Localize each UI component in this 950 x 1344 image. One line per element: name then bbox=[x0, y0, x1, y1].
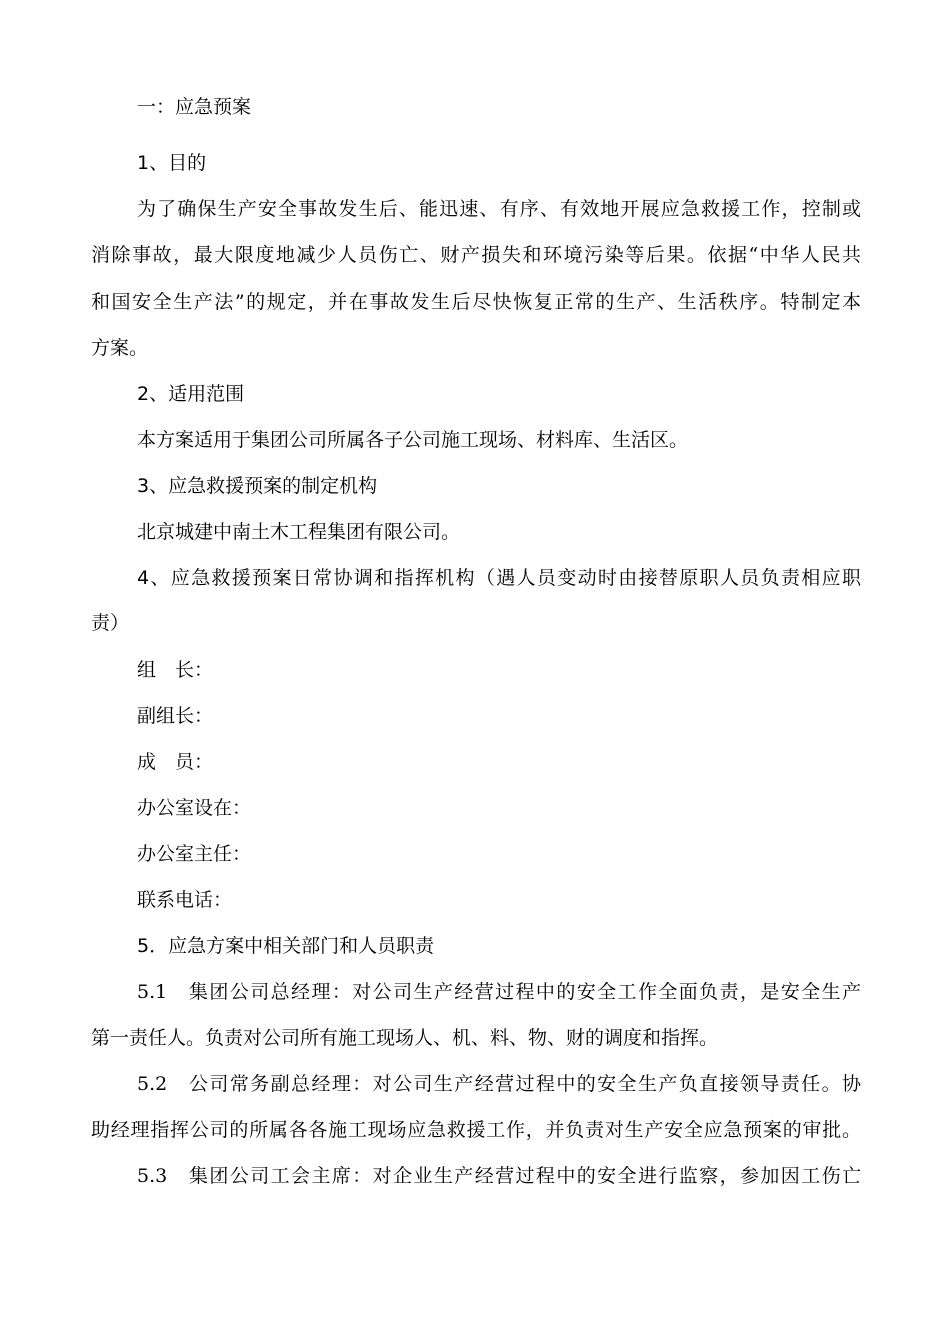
field-members: 成 员： bbox=[137, 751, 214, 773]
section-4-note: （遇人员变动时由接替原职人员负责相应职 bbox=[475, 567, 861, 589]
section-5-1-line: 5.1 集团公司总经理：对公司生产经营过程中的安全工作全面负责，是安全生产 bbox=[137, 981, 861, 1003]
document-title: 一：应急预案 bbox=[137, 96, 252, 118]
section-1-heading: 1、目的 bbox=[137, 152, 207, 174]
section-5-3-line: 5.3 集团公司工会主席：对企业生产经营过程中的安全进行监察，参加因工伤亡 bbox=[137, 1165, 861, 1187]
section-4-heading-line bbox=[137, 565, 861, 591]
field-office-location: 办公室设在： bbox=[137, 797, 252, 819]
section-5-2-line: 5.2 公司常务副总经理：对公司生产经营过程中的安全生产负直接领导责任。协 bbox=[137, 1073, 861, 1095]
section-4-note-continued: 责） bbox=[91, 612, 130, 634]
section-3-paragraph: 北京城建中南土木工程集团有限公司。 bbox=[137, 521, 461, 543]
section-1-paragraph-line: 为了确保生产安全事故发生后、能迅速、有序、有效地开展应急救援工作，控制或 bbox=[137, 198, 861, 220]
section-2-heading: 2、适用范围 bbox=[137, 383, 245, 405]
field-leader: 组 长： bbox=[137, 659, 214, 681]
section-4-heading: 4、应急救援预案日常协调和指挥机构 bbox=[137, 567, 476, 589]
section-3-heading: 3、应急救援预案的制定机构 bbox=[137, 475, 378, 497]
section-1-paragraph-line: 消除事故，最大限度地减少人员伤亡、财产损失和环境污染等后果。依据“中华人民共 bbox=[91, 244, 861, 266]
section-2-paragraph: 本方案适用于集团公司所属各子公司施工现场、材料库、生活区。 bbox=[137, 429, 689, 451]
section-1-paragraph-line: 方案。 bbox=[91, 337, 149, 359]
section-5-2-line: 助经理指挥公司的所属各各施工现场应急救援工作，并负责对生产安全应急预案的审批。 bbox=[91, 1119, 861, 1141]
field-contact-phone: 联系电话： bbox=[137, 889, 233, 911]
section-5-1-line: 第一责任人。负责对公司所有施工现场人、机、料、物、财的调度和指挥。 bbox=[91, 1027, 719, 1049]
field-deputy-leader: 副组长： bbox=[137, 705, 214, 727]
section-5-heading: 5．应急方案中相关部门和人员职责 bbox=[137, 935, 435, 957]
field-office-director: 办公室主任： bbox=[137, 843, 252, 865]
section-1-paragraph-line: 和国安全生产法”的规定，并在事故发生后尽快恢复正常的生产、生活秩序。特制定本 bbox=[91, 291, 861, 313]
